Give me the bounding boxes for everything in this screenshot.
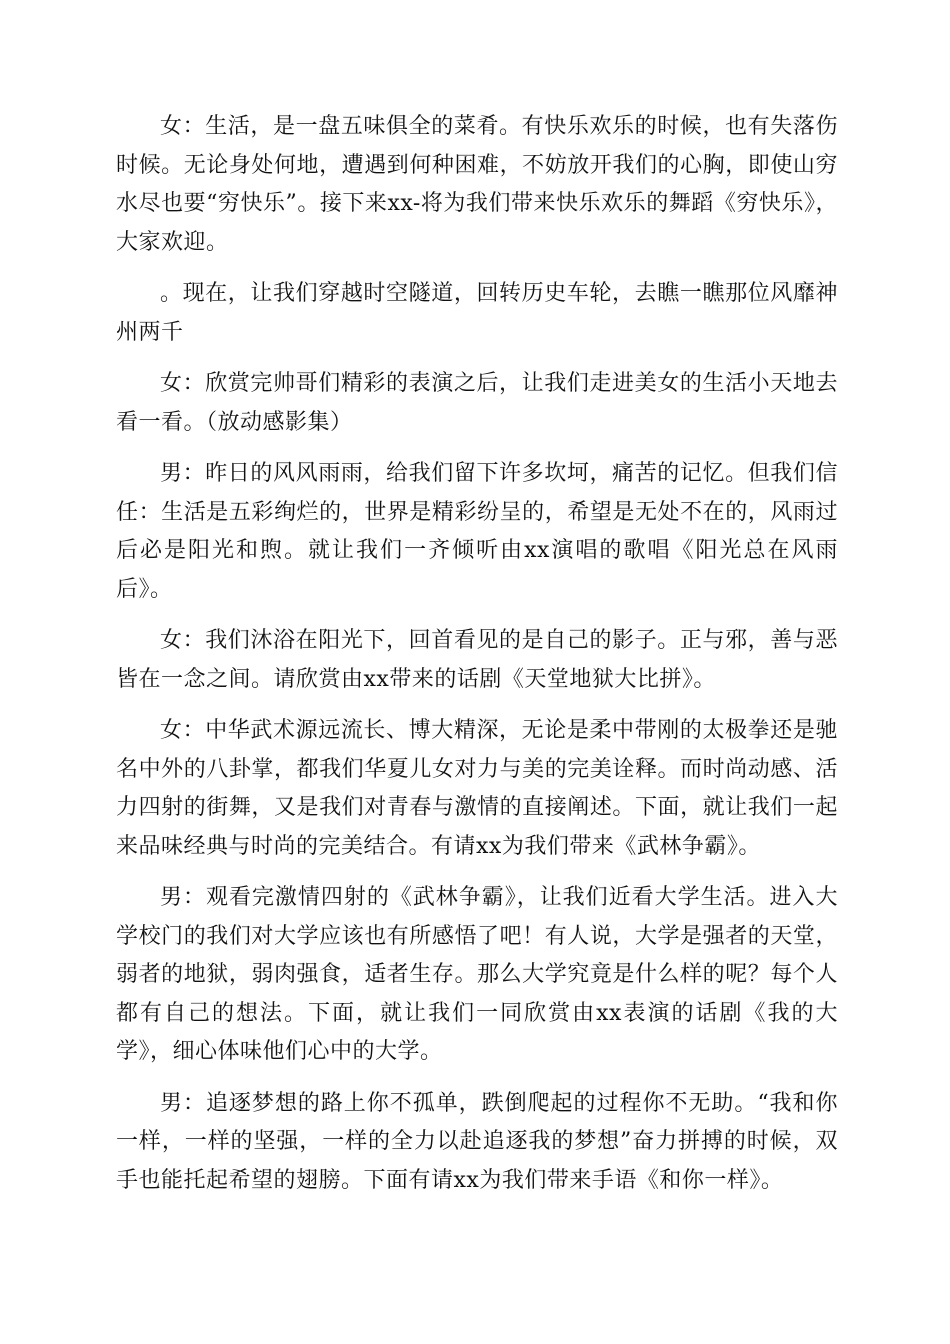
paragraph: 女：生活，是一盘五味俱全的菜肴。有快乐欢乐的时候，也有失落伤时候。无论身处何地，遭遇到何种困难，不妨放开我们的心胸，即使山穷水尽也要“穷快乐”。接下来xx-将为我们带来快乐欢乐的舞蹈《穷快乐》，大家欢迎。 — [116, 114, 838, 255]
paragraph: 男：昨日的风风雨雨，给我们留下许多坎坷，痛苦的记忆。但我们信任：生活是五彩绚烂的，世界是精彩纷呈的，希望是无处不在的，风雨过后必是阳光和煦。就让我们一齐倾听由xx演唱的歌唱《阳光总在风雨后》。 — [116, 461, 838, 602]
paragraph: 女：欣赏完帅哥们精彩的表演之后，让我们走进美女的生活小天地去看一看。（放动感影集） — [116, 371, 838, 435]
document-body — [116, 108, 838, 1213]
paragraph: 女：我们沐浴在阳光下，回首看见的是自己的影子。正与邪，善与恶皆在一念之间。请欣赏由xx带来的话剧《天堂地狱大比拼》。 — [116, 628, 838, 692]
paragraph: 女：中华武术源远流长、博大精深，无论是柔中带刚的太极拳还是驰名中外的八卦掌，都我们华夏儿女对力与美的完美诠释。而时尚动感、活力四射的街舞，又是我们对青春与激情的直接阐述。下面，就让我们一起来品味经典与时尚的完美结合。有请xx为我们带来《武林争霸》。 — [116, 718, 838, 859]
paragraph: 男：追逐梦想的路上你不孤单，跌倒爬起的过程你不无助。“我和你一样，一样的坚强，一样的全力以赴追逐我的梦想”奋力拼搏的时候，双手也能托起希望的翅膀。下面有请xx为我们带来手语《和你一样》。 — [116, 1090, 838, 1193]
paragraph: 。现在，让我们穿越时空隧道，回转历史车轮，去瞧一瞧那位风靡神州两千 — [116, 281, 838, 345]
paragraph: 男：观看完激情四射的《武林争霸》，让我们近看大学生活。进入大学校门的我们对大学应该也有所感悟了吧！有人说，大学是强者的天堂，弱者的地狱，弱肉强食，适者生存。那么大学究竟是什么样的呢？每个人都有自己的想法。下面，就让我们一同欣赏由xx表演的话剧《我的大学》，细心体味他们心中的大学。 — [116, 885, 838, 1064]
